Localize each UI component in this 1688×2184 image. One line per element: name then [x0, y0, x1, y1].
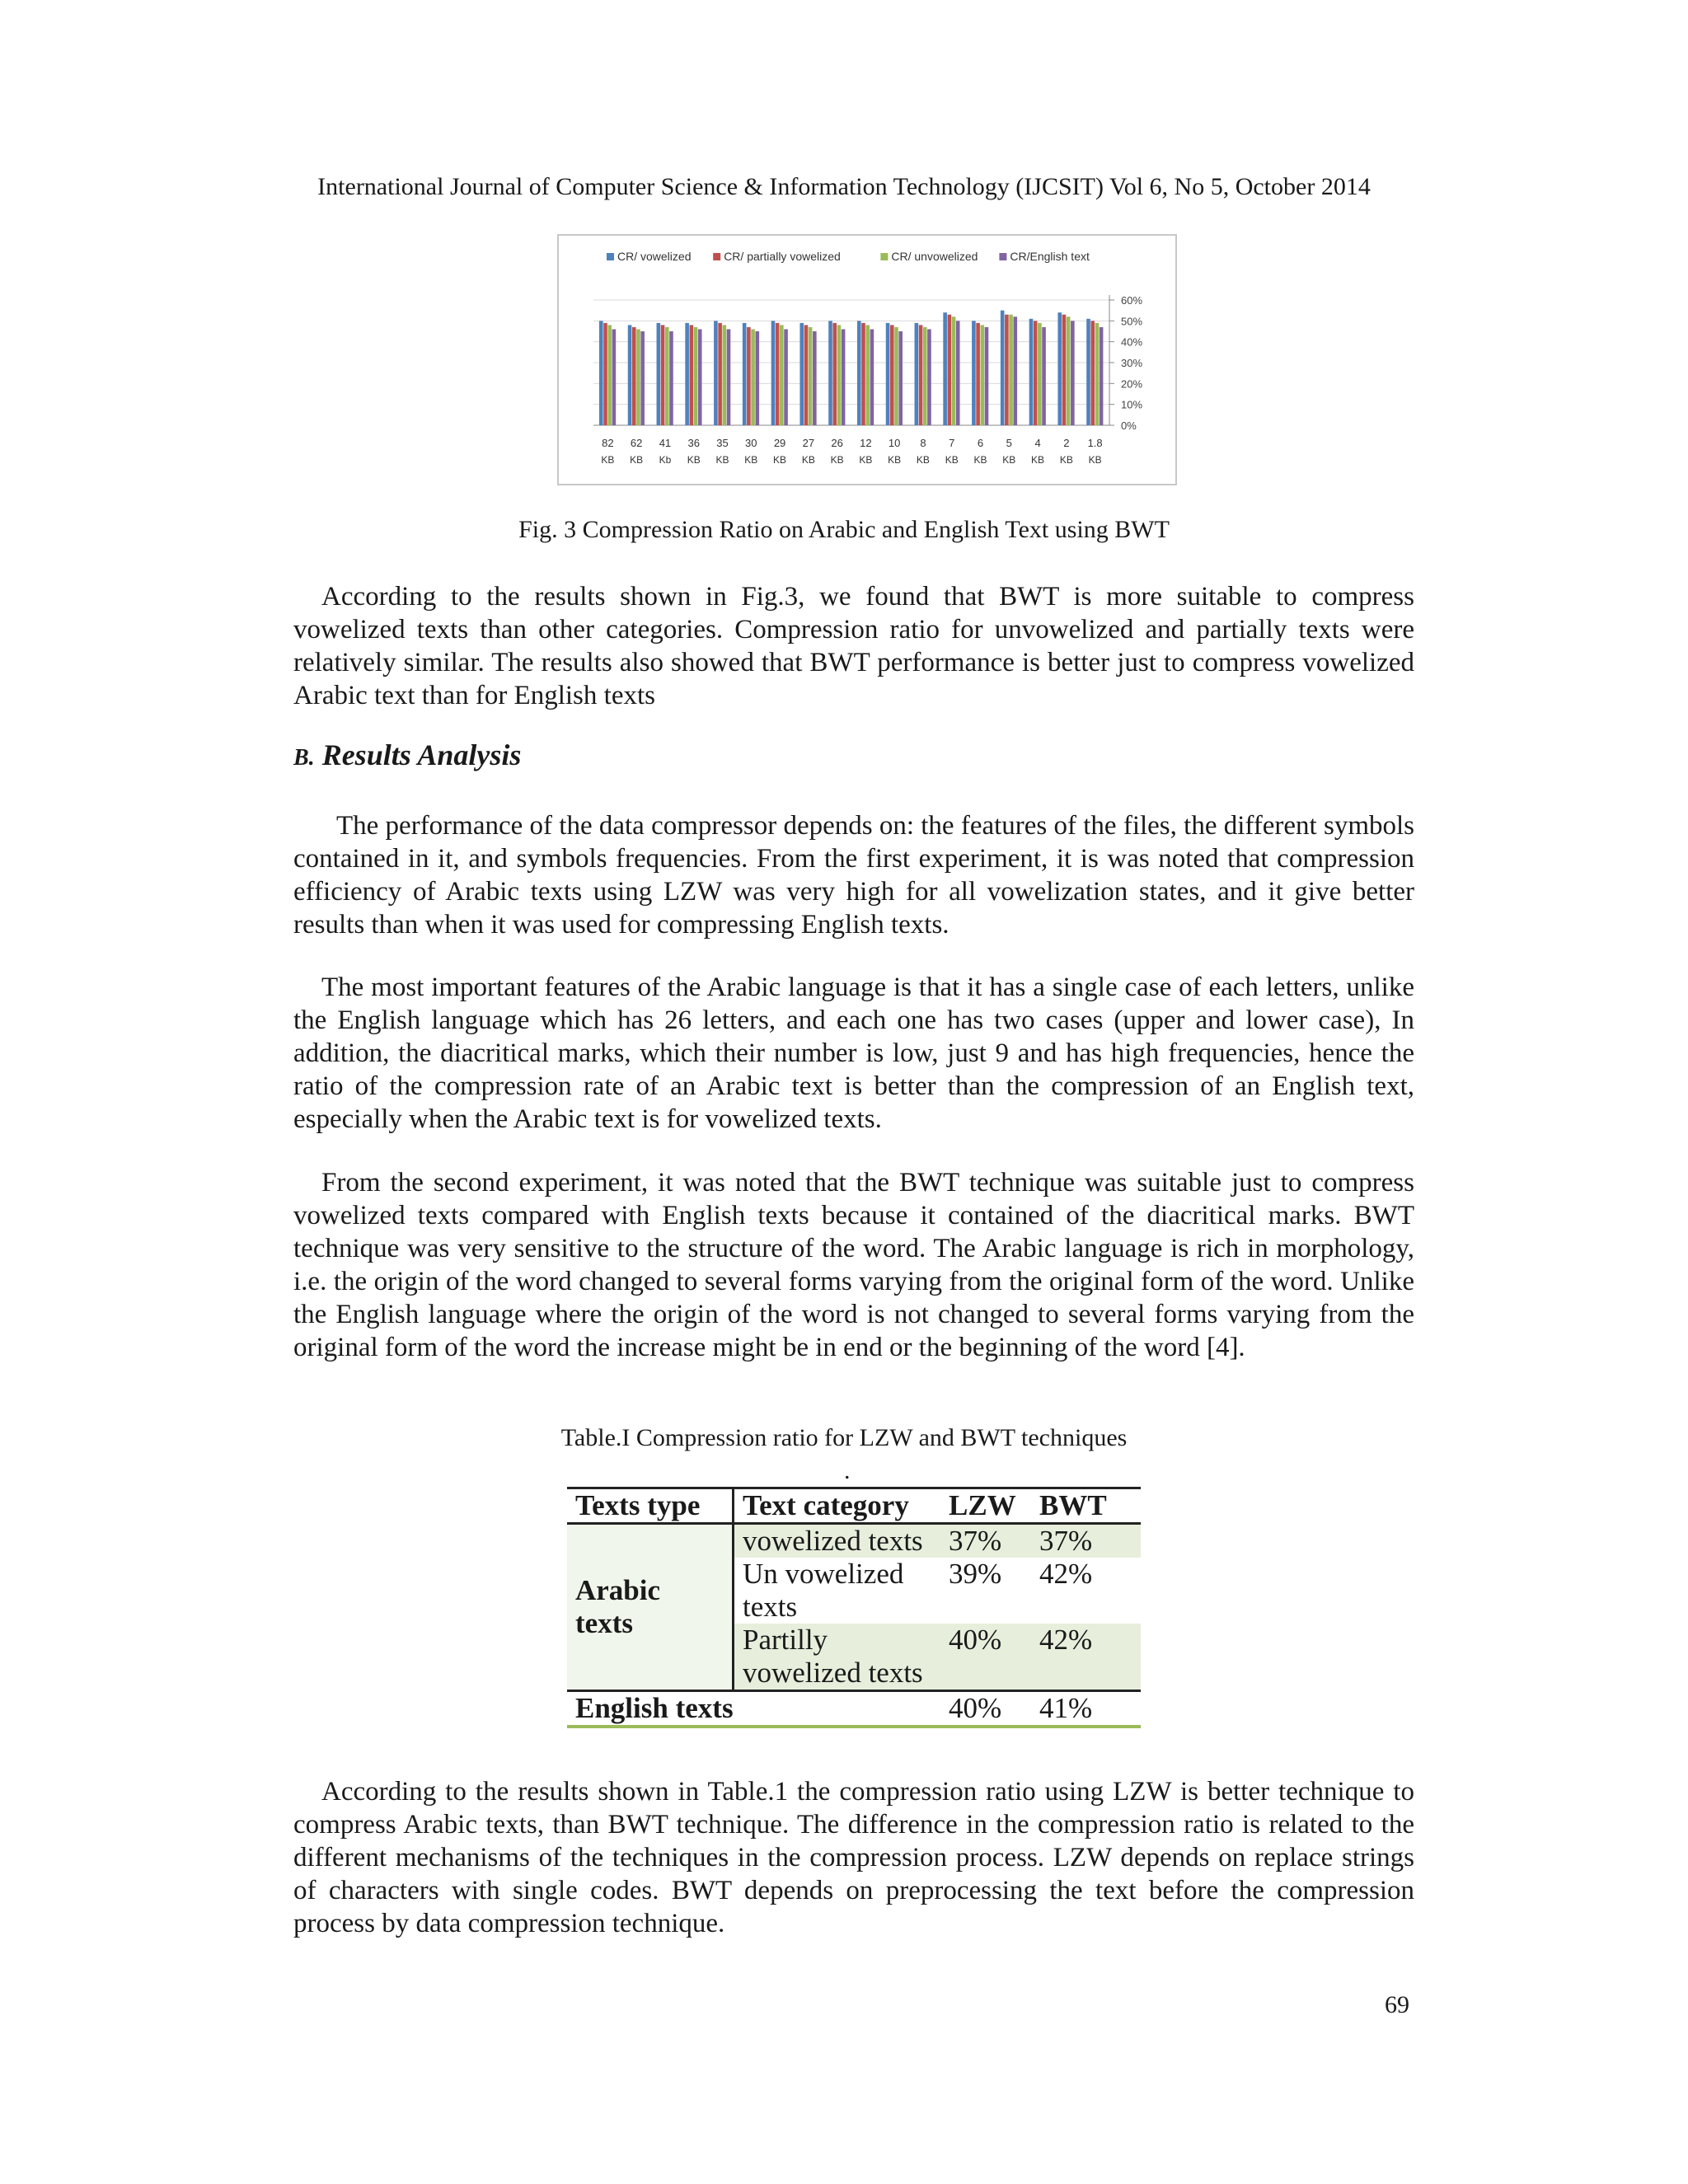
bar: [698, 329, 702, 425]
bar: [771, 321, 776, 425]
running-header: International Journal of Computer Science & Information Technology (IJCSIT) Vol 6, No 5, October 2014: [317, 173, 1371, 200]
x-tick-label: 4: [1034, 437, 1041, 449]
x-tick-unit: KB: [1002, 454, 1016, 466]
table-caption: Table.I Compression ratio for LZW and BWT techniques: [560, 1424, 1128, 1451]
legend-label: CR/ partially vowelized: [724, 250, 841, 263]
bar: [665, 327, 669, 425]
x-tick-label: 5: [1006, 437, 1012, 449]
y-tick-label: 60%: [1121, 294, 1143, 307]
category-cell: Un vowelized texts: [743, 1558, 904, 1623]
x-tick-unit: KB: [715, 454, 729, 466]
bar: [809, 327, 813, 425]
bar: [1042, 327, 1046, 425]
bar: [1029, 319, 1034, 425]
bar: [894, 327, 898, 425]
x-tick-unit: KB: [801, 454, 815, 466]
bar: [727, 329, 731, 425]
paragraph-1: According to the results shown in Fig.3, we found that BWT is more suitable to compress vowelized texts than other categories. Compression ratio for unvowelized and partially texts were relatively similar. The results also showed that BWT performance is better just to compress vowelized Arabic text than for English texts: [293, 582, 1414, 710]
x-tick-unit: KB: [1088, 454, 1102, 466]
x-tick-unit: KB: [773, 454, 787, 466]
bar: [669, 331, 673, 425]
bar: [943, 312, 947, 425]
bar: [870, 329, 874, 425]
bar: [747, 327, 751, 425]
x-tick-label: 26: [831, 437, 843, 449]
legend-swatch: [713, 253, 720, 260]
x-tick-unit: KB: [687, 454, 701, 466]
paragraph-3: The most important features of the Arabic language is that it has a single case of each letters, unlike the English language which has 26 letters, and each one has two cases (upper and lower case), In addition, the diacritical marks, which their number is low, just 9 and has high frequencies, hence the ratio of the compression rate of an Arabic text is better than the compression of an English text, especially when the Arabic text is for vowelized texts.: [293, 972, 1414, 1134]
x-tick-unit: KB: [1031, 454, 1045, 466]
bar: [1013, 316, 1017, 425]
bar: [694, 327, 698, 425]
x-tick-unit: KB: [630, 454, 644, 466]
x-tick-unit: KB: [916, 454, 930, 466]
bwt-cell: 42%: [1039, 1558, 1093, 1590]
bar: [1100, 327, 1104, 425]
bar: [661, 325, 665, 425]
bar: [948, 315, 952, 425]
bwt-cell: 41%: [1031, 1691, 1141, 1727]
bar: [890, 325, 894, 425]
bar: [632, 327, 636, 425]
figure-caption: Fig. 3 Compression Ratio on Arabic and English Text using BWT: [518, 516, 1170, 543]
bar: [743, 323, 747, 425]
legend-label: CR/English text: [1010, 250, 1090, 263]
bar: [976, 323, 980, 425]
category-cell: Partilly vowelized texts: [734, 1624, 941, 1691]
section-heading: [293, 738, 521, 772]
x-tick-unit: KB: [945, 454, 959, 466]
x-tick-label: 7: [949, 437, 955, 449]
bar: [1062, 315, 1067, 425]
y-tick-label: 20%: [1121, 377, 1143, 391]
bar: [837, 325, 842, 425]
bar: [972, 321, 976, 425]
bar: [952, 316, 956, 425]
legend-swatch: [880, 253, 888, 260]
x-tick-unit: KB: [859, 454, 873, 466]
y-tick-label: 0%: [1121, 419, 1137, 432]
bar: [1057, 312, 1062, 425]
table-row-english: [567, 1691, 1141, 1727]
english-texts-label: English texts: [567, 1691, 940, 1727]
legend-label: CR/ unvowelized: [891, 250, 978, 263]
bar: [861, 323, 865, 425]
page-number: 69: [1385, 1991, 1409, 2018]
bar: [607, 325, 612, 425]
x-tick-label: 2: [1063, 437, 1070, 449]
bar: [628, 325, 632, 425]
bar: [723, 325, 727, 425]
x-tick-unit: KB: [973, 454, 987, 466]
bar: [813, 331, 817, 425]
x-tick-label: 62: [630, 437, 643, 449]
bar: [612, 329, 617, 425]
y-tick-label: 10%: [1121, 398, 1143, 411]
lzw-cell: 37%: [940, 1524, 1031, 1558]
x-tick-unit: KB: [1059, 454, 1073, 466]
bar: [657, 323, 661, 425]
figure-3-chart: [557, 234, 1177, 485]
bar: [1005, 315, 1009, 425]
legend-swatch: [607, 253, 614, 260]
x-tick-label: 27: [802, 437, 815, 449]
paragraph-5: According to the results shown in Table.1 the compression ratio using LZW is better technique to compress Arabic texts, than BWT technique. The difference in the compression ratio is related to the different mechanisms of the techniques in the compression process. LZW depends on replace strings of characters with single codes. BWT depends on preprocessing the text before the compression process by data compression technique.: [293, 1777, 1414, 1938]
x-tick-unit: KB: [888, 454, 902, 466]
bar: [857, 321, 861, 425]
results-table: [567, 1487, 1141, 1728]
bar: [923, 327, 927, 425]
legend-label: CR/ vowelized: [617, 250, 692, 263]
y-tick-label: 50%: [1121, 315, 1143, 328]
lzw-cell: 40%: [940, 1691, 1031, 1727]
bar: [685, 323, 689, 425]
x-tick-label: 36: [687, 437, 700, 449]
bar: [1095, 323, 1100, 425]
bar: [1038, 323, 1042, 425]
bar: [886, 323, 890, 425]
x-tick-unit: KB: [830, 454, 844, 466]
x-tick-label: 10: [888, 437, 901, 449]
y-tick-label: 30%: [1121, 357, 1143, 369]
bar: [755, 331, 759, 425]
bar: [927, 329, 931, 425]
bar: [832, 323, 837, 425]
x-tick-label: 1.8: [1087, 437, 1103, 449]
bar: [1009, 315, 1013, 425]
bar: [981, 325, 985, 425]
section-title: Results Analysis: [321, 738, 522, 771]
bar: [603, 323, 607, 425]
header-text-category: Text category: [734, 1488, 941, 1524]
legend-swatch: [999, 253, 1006, 260]
arabic-texts-label: Arabic texts: [567, 1524, 734, 1691]
bar: [636, 329, 640, 425]
bwt-cell: 37%: [1031, 1524, 1141, 1558]
category-cell: vowelized texts: [734, 1524, 941, 1558]
header-lzw: LZW: [940, 1488, 1031, 1524]
bwt-cell: 42%: [1031, 1624, 1141, 1691]
bar: [1067, 316, 1071, 425]
x-tick-unit: Kb: [659, 454, 672, 466]
lzw-cell: 39%: [949, 1558, 1002, 1590]
bar: [985, 327, 989, 425]
table-row: [567, 1524, 1141, 1558]
bar: [690, 325, 694, 425]
x-tick-label: 35: [716, 437, 729, 449]
section-letter: B.: [293, 745, 315, 771]
bar: [714, 321, 718, 425]
bar-chart-svg: [559, 236, 1175, 484]
bar: [718, 323, 722, 425]
bar: [776, 323, 780, 425]
x-tick-label: 12: [860, 437, 872, 449]
bar: [842, 329, 846, 425]
bar: [1086, 319, 1090, 425]
x-tick-label: 30: [745, 437, 757, 449]
bar: [865, 325, 870, 425]
x-tick-label: 41: [659, 437, 672, 449]
x-tick-label: 8: [920, 437, 926, 449]
bar: [828, 321, 832, 425]
x-tick-unit: KB: [601, 454, 615, 466]
lzw-cell: 40%: [940, 1624, 1031, 1691]
table-header-row: [567, 1488, 1141, 1524]
bar: [1071, 321, 1075, 425]
bar: [1001, 311, 1005, 425]
bar: [640, 331, 645, 425]
bar: [1090, 321, 1095, 425]
x-tick-unit: KB: [744, 454, 758, 466]
bar: [1034, 321, 1038, 425]
bar: [780, 325, 784, 425]
paragraph-4: From the second experiment, it was noted that the BWT technique was suitable just to compress vowelized texts compared with English texts because it contained of the diacritical marks. BWT technique was very sensitive to the structure of the word. The Arabic language is rich in morphology, i.e. the origin of the word changed to several forms varying from the original form of the word. Unlike the English language where the origin of the word is not changed to several forms varying from the original form of the word the increase might be in end or the beginning of the word [4].: [293, 1168, 1414, 1362]
y-tick-label: 40%: [1121, 335, 1143, 349]
table-caption-dot: .: [844, 1457, 851, 1484]
paragraph-2: The performance of the data compressor depends on: the features of the files, the different symbols contained in it, and symbols frequencies. From the first experiment, it is was noted that compression efficiency of Arabic texts using LZW was very high for all vowelization states, and it give better results than when it was used for compressing English texts.: [293, 811, 1414, 940]
bar: [799, 323, 804, 425]
bar: [804, 325, 809, 425]
bar: [915, 323, 919, 425]
header-texts-type: Texts type: [567, 1488, 734, 1524]
header-bwt: BWT: [1031, 1488, 1141, 1524]
bar: [599, 321, 603, 425]
x-tick-label: 29: [773, 437, 786, 449]
bar: [751, 329, 755, 425]
bar: [898, 331, 903, 425]
bar: [956, 321, 960, 425]
x-tick-label: 6: [977, 437, 984, 449]
bar: [919, 325, 923, 425]
x-tick-label: 82: [602, 437, 614, 449]
bar: [784, 329, 788, 425]
